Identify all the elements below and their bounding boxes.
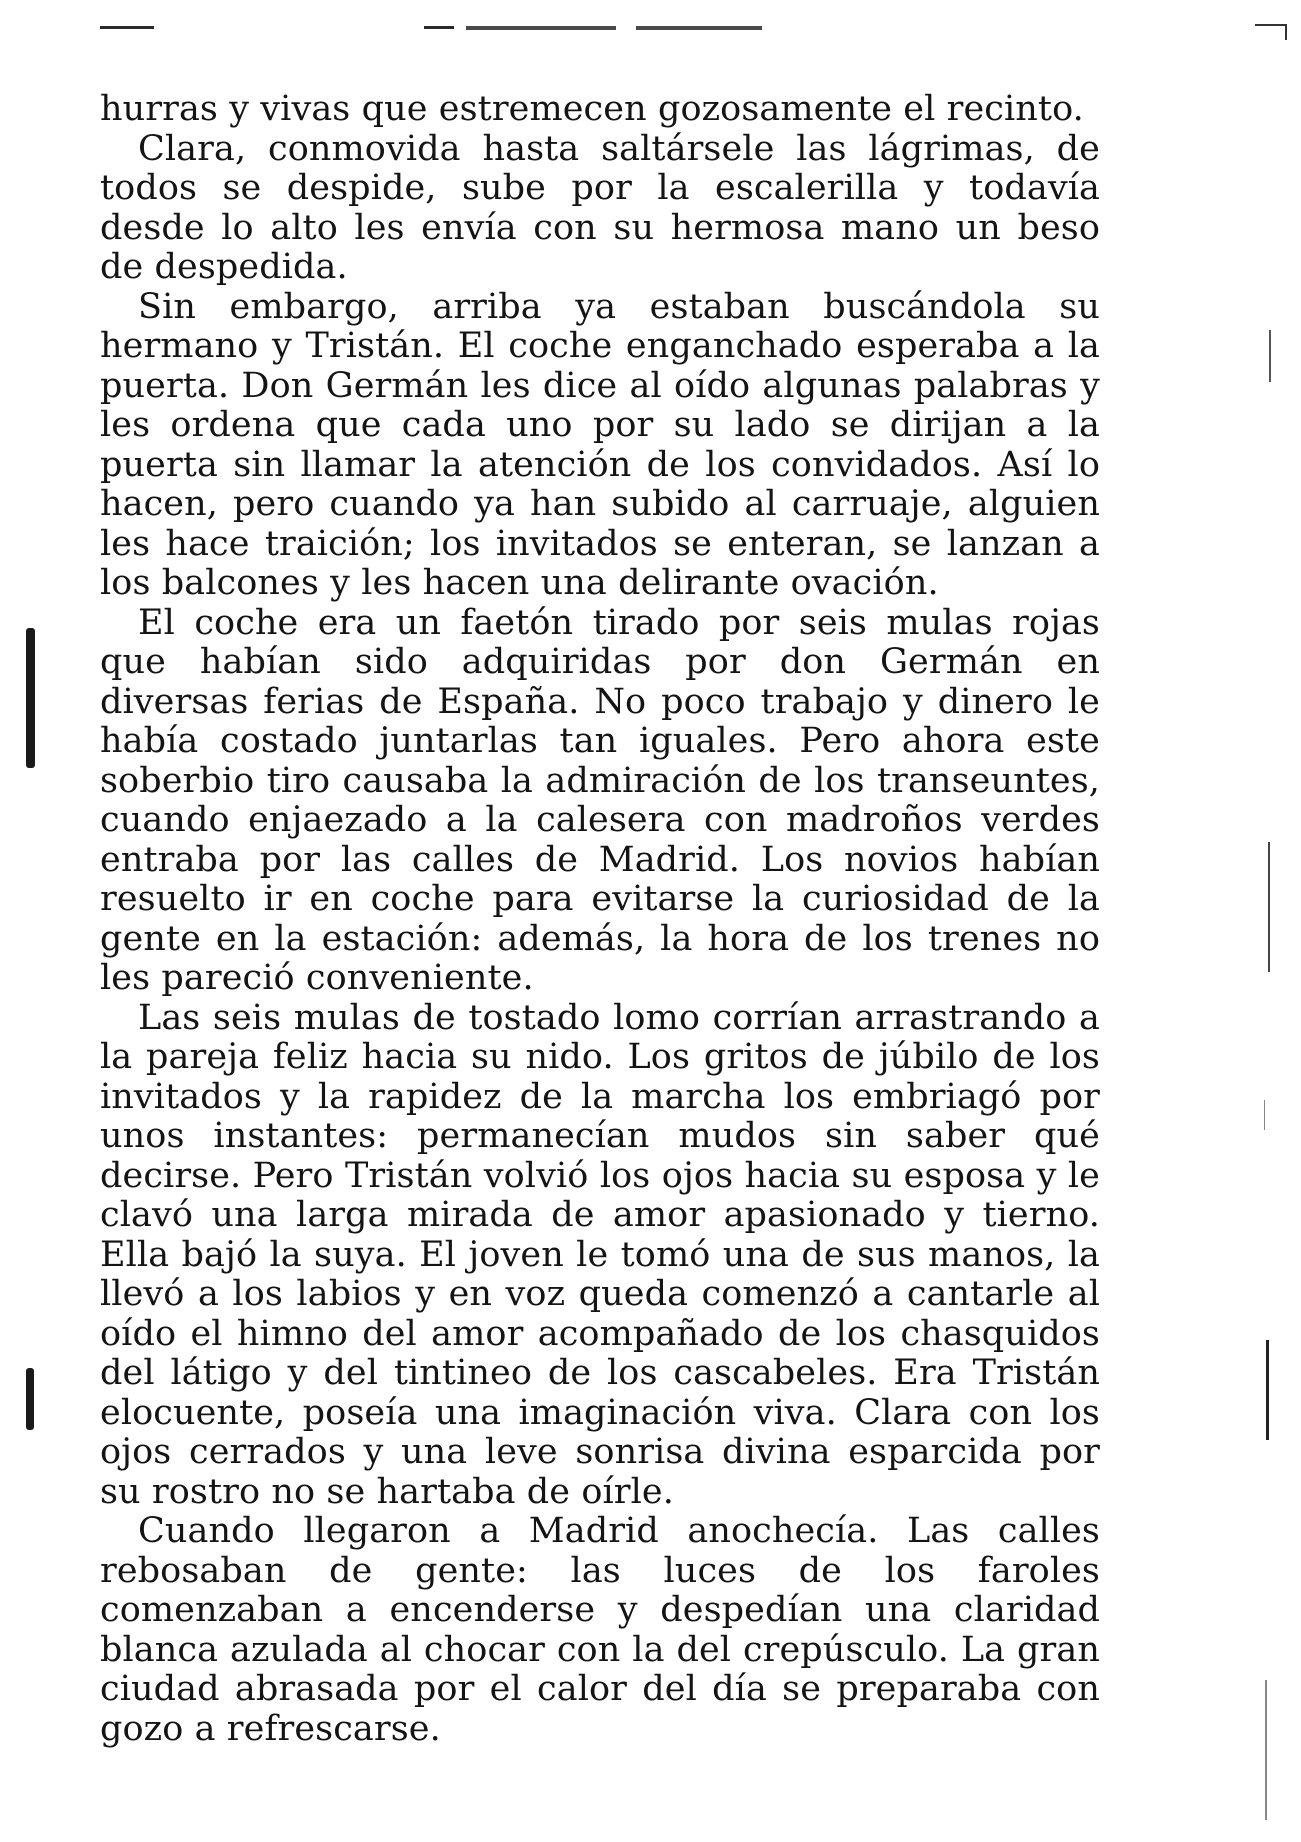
scan-edge-artifact xyxy=(1269,330,1271,382)
running-header-faded-author xyxy=(636,26,762,30)
paragraph: Las seis mulas de tostado lomo corrían arrastrando a la pareja feliz hacia su nido. Los gritos de júbilo de los invitados y la rapidez de la marcha los embriagó por unos instantes: permanecían mudos sin saber qué decirse. Pero Tristán volvió los ojos hacia su esposa y le clavó una larga mirada de amor apasionado y tierno. Ella bajó la suya. El joven le tomó una de sus manos, la llevó a los labios y en voz queda comenzó a cantarle al oído el himno del amor acompañado de los chasquidos del látigo y del tintineo de los cascabeles. Era Tristán elocuente, poseía una imaginación viva. Clara con los ojos cerrados y una leve sonrisa divina esparcida por su rostro no se hartaba de oírle. xyxy=(100,997,1100,1512)
paragraph-continuation: hurras y vivas que estremecen gozosamente el recinto. xyxy=(100,89,1084,129)
scan-edge-artifact xyxy=(1264,1100,1265,1130)
paragraph: Cuando llegaron a Madrid anochecía. Las calles rebosaban de gente: las luces de los faroles comenzaban a encenderse y despedían una claridad blanca azulada al chocar con la del crepúsculo. La gran ciudad abrasada por el calor del día se preparaba con gozo a refrescarse. xyxy=(100,1511,1100,1749)
scan-edge-artifact xyxy=(26,628,35,768)
scan-edge-artifact xyxy=(1266,1340,1269,1440)
scan-edge-artifact xyxy=(1265,1680,1267,1820)
paragraph: Clara, conmovida hasta saltársele las lágrimas, de todos se despide, sube por la escalerilla y todavía desde lo alto les envía con su hermosa mano un beso de despedida. xyxy=(100,128,1100,287)
header-rule-left xyxy=(100,26,154,29)
scan-edge-artifact xyxy=(26,1368,34,1430)
running-header-faded-title xyxy=(466,26,616,30)
header-rule-dash xyxy=(424,26,454,29)
paragraph: El coche era un faetón tirado por seis mulas rojas que habían sido adquiridas por don Germán en diversas ferias de España. No poco trabajo y dinero le había costado juntarlas tan iguales. Pero ahora este soberbio tiro causaba la admiración de los transeuntes, cuando enjaezado a la calesera con madroños verdes entraba por las calles de Madrid. Los novios habían resuelto ir en coche para evitarse la curiosidad de la gente en la estación: además, la hora de los trenes no les pareció conveniente. xyxy=(100,602,1100,998)
paragraph: Sin embargo, arriba ya estaban buscándola su hermano y Tristán. El coche enganchado esperaba a la puerta. Don Germán les dice al oído algunas palabras y les ordena que cada uno por su lado se dirijan a la puerta sin llamar la atención de los convidados. Así lo hacen, pero cuando ya han subido al carruaje, alguien les hace traición; los invitados se enteran, se lanzan a los balcones y les hacen una delirante ovación. xyxy=(100,286,1100,603)
page-corner-mark xyxy=(1255,24,1287,40)
scan-edge-artifact xyxy=(1268,842,1270,972)
body-text xyxy=(100,90,1100,1749)
